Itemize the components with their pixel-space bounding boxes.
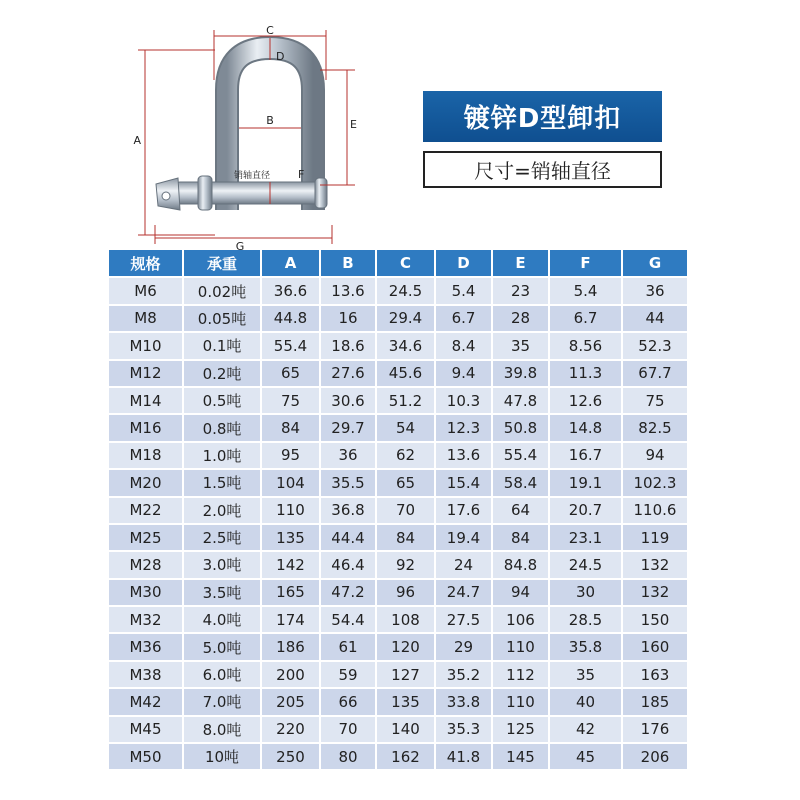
table-cell: 80: [320, 743, 376, 770]
table-cell: 66: [320, 688, 376, 715]
table-cell: 95: [261, 442, 320, 469]
table-cell: 45.6: [376, 360, 435, 387]
dim-label-c: C: [266, 24, 274, 37]
table-cell: M22: [109, 497, 183, 524]
table-row: [109, 332, 687, 359]
table-cell: 23.1: [549, 524, 622, 551]
table-cell: 29: [435, 633, 492, 660]
table-row: [109, 414, 687, 441]
dim-label-b: B: [266, 114, 274, 127]
table-cell: 84: [492, 524, 549, 551]
table-cell: 46.4: [320, 551, 376, 578]
table-cell: 39.8: [492, 360, 549, 387]
column-header: D: [435, 250, 492, 277]
table-cell: M6: [109, 277, 183, 304]
table-cell: 112: [492, 661, 549, 688]
table-row: [109, 661, 687, 688]
table-cell: 160: [622, 633, 687, 660]
table-cell: 27.6: [320, 360, 376, 387]
table-cell: 8.4: [435, 332, 492, 359]
table-cell: 132: [622, 551, 687, 578]
table-cell: M32: [109, 606, 183, 633]
table-cell: 55.4: [261, 332, 320, 359]
table-cell: 250: [261, 743, 320, 770]
table-cell: 24.7: [435, 579, 492, 606]
table-cell: 62: [376, 442, 435, 469]
table-row: [109, 606, 687, 633]
table-cell: 35: [549, 661, 622, 688]
table-cell: 67.7: [622, 360, 687, 387]
table-cell: 2.5吨: [183, 524, 261, 551]
table-cell: 84: [376, 524, 435, 551]
table-cell: 110.6: [622, 497, 687, 524]
table-cell: 65: [261, 360, 320, 387]
table-cell: 44.4: [320, 524, 376, 551]
table-body: [109, 277, 687, 770]
table-cell: 110: [492, 688, 549, 715]
column-header: F: [549, 250, 622, 277]
table-cell: 132: [622, 579, 687, 606]
table-cell: 41.8: [435, 743, 492, 770]
table-cell: 110: [492, 633, 549, 660]
table-cell: 36: [622, 277, 687, 304]
table-cell: M36: [109, 633, 183, 660]
table-cell: 206: [622, 743, 687, 770]
table-cell: 13.6: [435, 442, 492, 469]
table-cell: 54: [376, 414, 435, 441]
table-cell: 10吨: [183, 743, 261, 770]
size-note: 尺寸=销轴直径: [423, 151, 662, 188]
table-cell: 64: [492, 497, 549, 524]
table-cell: 59: [320, 661, 376, 688]
table-cell: 35: [492, 332, 549, 359]
table-cell: 50.8: [492, 414, 549, 441]
table-cell: 19.4: [435, 524, 492, 551]
table-cell: 7.0吨: [183, 688, 261, 715]
table-cell: 84: [261, 414, 320, 441]
table-cell: 5.4: [435, 277, 492, 304]
table-cell: 108: [376, 606, 435, 633]
table-cell: M30: [109, 579, 183, 606]
table-cell: 0.05吨: [183, 305, 261, 332]
table-row: [109, 579, 687, 606]
table-cell: M12: [109, 360, 183, 387]
table-row: [109, 442, 687, 469]
table-cell: 19.1: [549, 469, 622, 496]
table-cell: 102.3: [622, 469, 687, 496]
table-row: [109, 497, 687, 524]
spec-table: [109, 250, 687, 771]
table-cell: 47.8: [492, 387, 549, 414]
dim-label-g: G: [235, 240, 245, 250]
table-cell: 1.5吨: [183, 469, 261, 496]
product-title: 镀锌D型卸扣: [423, 91, 662, 142]
table-cell: 1.0吨: [183, 442, 261, 469]
table-header-row: [109, 250, 687, 277]
table-cell: 142: [261, 551, 320, 578]
dim-label-f: F: [298, 168, 305, 181]
table-cell: 104: [261, 469, 320, 496]
table-cell: M16: [109, 414, 183, 441]
table-cell: 106: [492, 606, 549, 633]
table-cell: 58.4: [492, 469, 549, 496]
table-cell: 176: [622, 716, 687, 743]
table-cell: 27.5: [435, 606, 492, 633]
table-row: [109, 277, 687, 304]
table-cell: 185: [622, 688, 687, 715]
table-cell: 9.4: [435, 360, 492, 387]
table-row: [109, 469, 687, 496]
table-cell: 47.2: [320, 579, 376, 606]
table-cell: 45: [549, 743, 622, 770]
table-cell: 6.7: [435, 305, 492, 332]
table-cell: M50: [109, 743, 183, 770]
table-cell: 12.6: [549, 387, 622, 414]
table-cell: 145: [492, 743, 549, 770]
column-header: E: [492, 250, 549, 277]
table-cell: 110: [261, 497, 320, 524]
table-cell: 75: [261, 387, 320, 414]
table-cell: 119: [622, 524, 687, 551]
table-cell: 186: [261, 633, 320, 660]
table-cell: 10.3: [435, 387, 492, 414]
table-cell: 34.6: [376, 332, 435, 359]
dim-label-e: E: [350, 118, 357, 131]
table-cell: 96: [376, 579, 435, 606]
table-cell: 18.6: [320, 332, 376, 359]
table-cell: 23: [492, 277, 549, 304]
table-cell: 52.3: [622, 332, 687, 359]
table-cell: 200: [261, 661, 320, 688]
column-header: A: [261, 250, 320, 277]
table-cell: 75: [622, 387, 687, 414]
table-row: [109, 743, 687, 770]
table-row: [109, 688, 687, 715]
table-cell: M45: [109, 716, 183, 743]
table-cell: 20.7: [549, 497, 622, 524]
table-cell: 28: [492, 305, 549, 332]
table-cell: 42: [549, 716, 622, 743]
table-cell: 44: [622, 305, 687, 332]
table-row: [109, 360, 687, 387]
table-cell: 44.8: [261, 305, 320, 332]
table-cell: 5.0吨: [183, 633, 261, 660]
table-cell: 140: [376, 716, 435, 743]
table-row: [109, 551, 687, 578]
table-cell: 205: [261, 688, 320, 715]
dim-label-d: D: [276, 50, 285, 63]
table-cell: 11.3: [549, 360, 622, 387]
table-cell: 0.1吨: [183, 332, 261, 359]
table-cell: 35.8: [549, 633, 622, 660]
table-cell: 35.2: [435, 661, 492, 688]
table-cell: 150: [622, 606, 687, 633]
column-header: 承重: [183, 250, 261, 277]
dim-label-a: A: [133, 134, 141, 147]
table-cell: 30.6: [320, 387, 376, 414]
table-cell: 92: [376, 551, 435, 578]
table-cell: M8: [109, 305, 183, 332]
table-cell: 127: [376, 661, 435, 688]
table-cell: 65: [376, 469, 435, 496]
table-cell: 24: [435, 551, 492, 578]
table-row: [109, 387, 687, 414]
table-cell: 33.8: [435, 688, 492, 715]
table-cell: 51.2: [376, 387, 435, 414]
table-cell: 5.4: [549, 277, 622, 304]
table-cell: 16: [320, 305, 376, 332]
table-cell: 13.6: [320, 277, 376, 304]
table-cell: M18: [109, 442, 183, 469]
table-cell: 15.4: [435, 469, 492, 496]
table-cell: 35.5: [320, 469, 376, 496]
column-header: B: [320, 250, 376, 277]
table-cell: M42: [109, 688, 183, 715]
table-row: [109, 633, 687, 660]
table-cell: M10: [109, 332, 183, 359]
table-cell: M38: [109, 661, 183, 688]
table-cell: 0.8吨: [183, 414, 261, 441]
table-cell: M28: [109, 551, 183, 578]
table-cell: 17.6: [435, 497, 492, 524]
table-cell: 40: [549, 688, 622, 715]
table-cell: 24.5: [549, 551, 622, 578]
table-cell: 12.3: [435, 414, 492, 441]
table-cell: M20: [109, 469, 183, 496]
table-cell: 94: [622, 442, 687, 469]
column-header: 规格: [109, 250, 183, 277]
table-cell: 162: [376, 743, 435, 770]
table-row: [109, 305, 687, 332]
d-shackle-diagram: [120, 20, 370, 250]
table-cell: 36.8: [320, 497, 376, 524]
table-cell: 70: [320, 716, 376, 743]
table-cell: 3.5吨: [183, 579, 261, 606]
table-cell: M14: [109, 387, 183, 414]
table-cell: 8.56: [549, 332, 622, 359]
table-cell: 55.4: [492, 442, 549, 469]
table-cell: 6.0吨: [183, 661, 261, 688]
table-cell: 29.7: [320, 414, 376, 441]
table-cell: 0.2吨: [183, 360, 261, 387]
table-cell: 8.0吨: [183, 716, 261, 743]
table-cell: 163: [622, 661, 687, 688]
table-cell: 54.4: [320, 606, 376, 633]
table-cell: 3.0吨: [183, 551, 261, 578]
table-cell: 28.5: [549, 606, 622, 633]
table-cell: 16.7: [549, 442, 622, 469]
table-cell: 84.8: [492, 551, 549, 578]
table-cell: 36.6: [261, 277, 320, 304]
table-cell: 125: [492, 716, 549, 743]
table-cell: 4.0吨: [183, 606, 261, 633]
table-cell: 165: [261, 579, 320, 606]
table-cell: 36: [320, 442, 376, 469]
column-header: C: [376, 250, 435, 277]
table-cell: 29.4: [376, 305, 435, 332]
table-cell: M25: [109, 524, 183, 551]
table-cell: 94: [492, 579, 549, 606]
column-header: G: [622, 250, 687, 277]
table-cell: 220: [261, 716, 320, 743]
table-cell: 120: [376, 633, 435, 660]
table-cell: 2.0吨: [183, 497, 261, 524]
table-row: [109, 716, 687, 743]
table-cell: 35.3: [435, 716, 492, 743]
pin-diameter-note: 销轴直径: [234, 171, 271, 181]
table-cell: 174: [261, 606, 320, 633]
table-cell: 24.5: [376, 277, 435, 304]
table-cell: 30: [549, 579, 622, 606]
table-cell: 0.02吨: [183, 277, 261, 304]
table-cell: 82.5: [622, 414, 687, 441]
table-cell: 61: [320, 633, 376, 660]
table-cell: 135: [376, 688, 435, 715]
table-cell: 70: [376, 497, 435, 524]
table-cell: 135: [261, 524, 320, 551]
table-cell: 0.5吨: [183, 387, 261, 414]
table-cell: 14.8: [549, 414, 622, 441]
table-cell: 6.7: [549, 305, 622, 332]
table-row: [109, 524, 687, 551]
